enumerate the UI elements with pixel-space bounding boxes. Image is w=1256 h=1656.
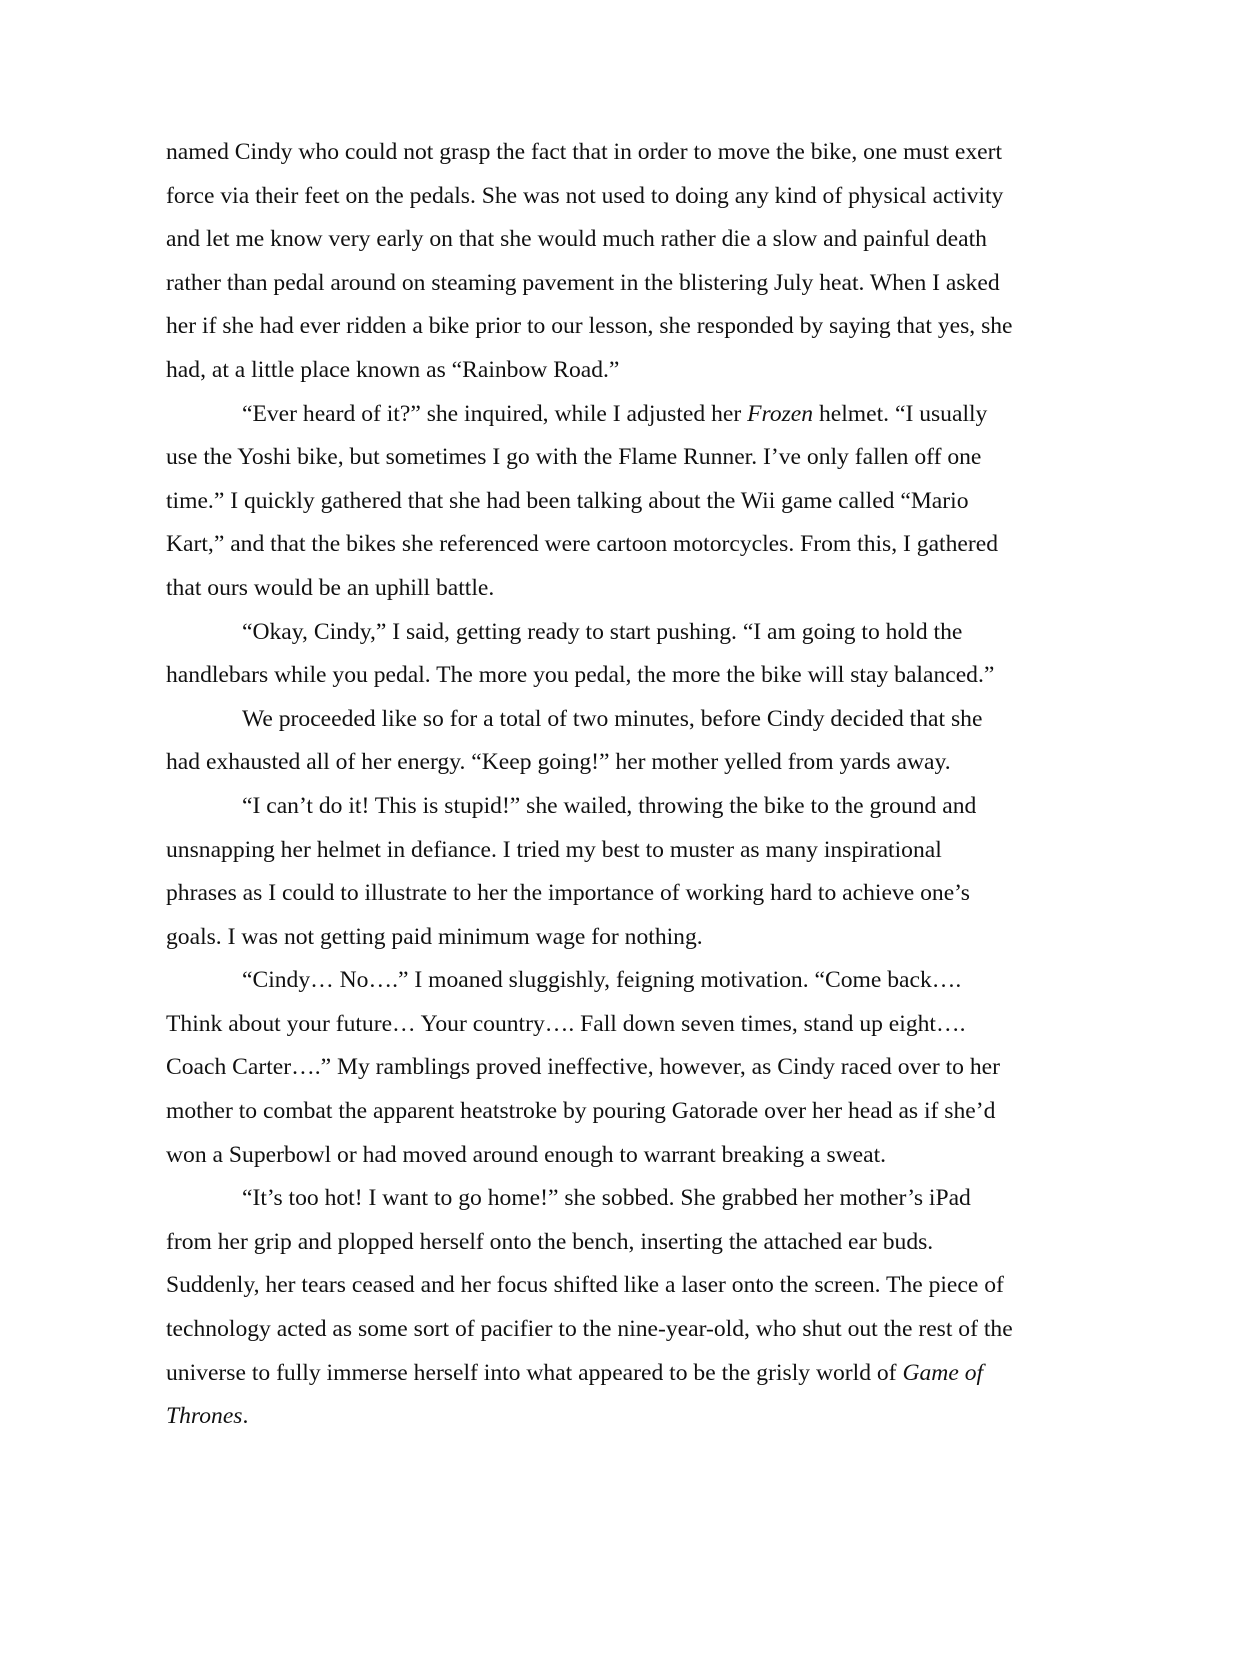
text-line [166,175,1086,219]
italic-title: Thrones [166,1403,243,1430]
text-run: unsnapping her helmet in defiance. I tried my best to muster as many inspirational [166,836,942,863]
text-run: and let me know very early on that she would much rather die a slow and painful death [166,226,987,253]
paragraph [166,785,1086,959]
text-line [166,393,1086,437]
text-run: technology acted as some sort of pacifier to the nine-year-old, who shut out the rest of the [166,1316,1013,1343]
text-line [166,349,1086,393]
text-run: “Cindy… No….” I moaned sluggishly, feigning motivation. “Come back…. [242,967,962,994]
text-line [166,1352,1086,1396]
text-run: force via their feet on the pedals. She was not used to doing any kind of physical activity [166,182,1004,209]
text-run: that ours would be an uphill battle. [166,574,495,601]
text-run: Kart,” and that the bikes she referenced were cartoon motorcycles. From this, I gathered [166,531,999,558]
text-run: Think about your future… Your country…. Fall down seven times, stand up eight…. [166,1010,966,1037]
text-line [166,1134,1086,1178]
paragraph [166,698,1086,785]
text-run: “It’s too hot! I want to go home!” she sobbed. She grabbed her mother’s iPad [242,1185,971,1212]
text-run: goals. I was not getting paid minimum wage for nothing. [166,923,703,950]
text-run: from her grip and plopped herself onto the bench, inserting the attached ear buds. [166,1228,934,1255]
text-line [166,1221,1086,1265]
text-line [166,436,1086,480]
text-run: had exhausted all of her energy. “Keep going!” her mother yelled from yards away. [166,749,951,776]
text-line [166,523,1086,567]
paragraph [166,611,1086,698]
text-run: “I can’t do it! This is stupid!” she wailed, throwing the bike to the ground and [242,792,977,819]
paragraph [166,131,1086,393]
text-run: . [242,1403,249,1430]
text-run: her if she had ever ridden a bike prior to our lesson, she responded by saying that yes, she [166,313,1013,340]
text-run: helmet. “I usually [813,400,988,427]
paragraph [166,393,1086,611]
text-run: phrases as I could to illustrate to her the importance of working hard to achieve one’s [166,880,970,907]
text-line [166,1395,1086,1439]
text-run: use the Yoshi bike, but sometimes I go with the Flame Runner. I’ve only fallen off one [166,444,982,471]
text-run: won a Superbowl or had moved around enough to warrant breaking a sweat. [166,1141,887,1168]
text-line [166,829,1086,873]
text-run: named Cindy who could not grasp the fact that in order to move the bike, one must exert [166,139,1003,165]
text-line [166,567,1086,611]
text-line [166,611,1086,655]
text-line [166,305,1086,349]
text-line [166,131,1086,175]
body-text [166,131,1086,1439]
text-run: We proceeded like so for a total of two minutes, before Cindy decided that she [242,705,983,732]
paragraph [166,959,1086,1177]
text-line [166,654,1086,698]
italic-title: Game of [902,1359,984,1386]
text-line [166,1177,1086,1221]
text-run: time.” I quickly gathered that she had been talking about the Wii game called “Mario [166,487,969,514]
text-line [166,741,1086,785]
text-run: Coach Carter….” My ramblings proved ineffective, however, as Cindy raced over to her [166,1054,1000,1081]
text-line [166,916,1086,960]
text-run: rather than pedal around on steaming pavement in the blistering July heat. When I asked [166,269,1000,296]
text-run: handlebars while you pedal. The more you pedal, the more the bike will stay balanced.” [166,662,995,689]
text-line [166,1264,1086,1308]
text-run: Suddenly, her tears ceased and her focus shifted like a laser onto the screen. The piece of [166,1272,1004,1299]
text-line [166,262,1086,306]
text-run: had, at a little place known as “Rainbow Road.” [166,356,620,383]
text-line [166,1003,1086,1047]
text-line [166,1046,1086,1090]
text-run: “Okay, Cindy,” I said, getting ready to start pushing. “I am going to hold the [242,618,963,645]
italic-title: Frozen [747,400,814,427]
text-line [166,698,1086,742]
text-line [166,1308,1086,1352]
text-run: mother to combat the apparent heatstroke by pouring Gatorade over her head as if she’d [166,1098,996,1125]
text-line [166,785,1086,829]
text-line [166,959,1086,1003]
text-line [166,218,1086,262]
text-line [166,480,1086,524]
text-run: “Ever heard of it?” she inquired, while I adjusted her [242,400,748,427]
text-run: universe to fully immerse herself into what appeared to be the grisly world of [166,1359,903,1386]
text-line [166,872,1086,916]
text-line [166,1090,1086,1134]
paragraph [166,1177,1086,1439]
